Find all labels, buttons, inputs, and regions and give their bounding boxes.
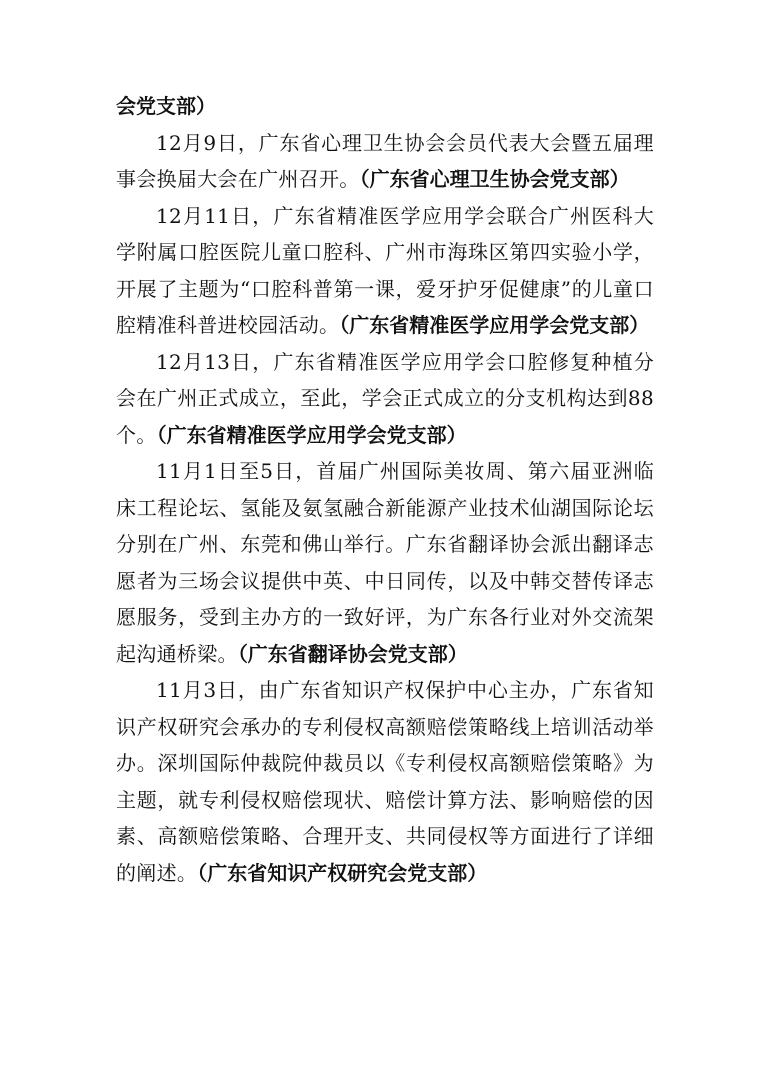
paragraph-translation-association [116, 453, 654, 672]
org-attribution: （广东省精准医学应用学会党支部） [156, 422, 467, 447]
paragraph-text: 12月13日，广东省精准医学应用学会口腔修复种植分会在广州正式成立，至此，学会正式成立的分支机构达到88个。 [116, 349, 654, 447]
paragraph-ip-research-association [116, 672, 654, 891]
document-body [116, 88, 654, 891]
paragraph-text: 11月3日，由广东省知识产权保护中心主办，广东省知识产权研究会承办的专利侵权高额赔偿策略线上培训活动举办。深圳国际仲裁院仲裁员以《专利侵权高额赔偿策略》为主题，就专利侵权赔偿现状、赔偿计算方法、影响赔偿的因素、高额赔偿策略、合理开支、共同侵权等方面进行了详细的阐述。 [116, 678, 654, 885]
org-attribution: 会党支部） [116, 94, 216, 118]
paragraph-precision-medicine-branch [116, 344, 654, 454]
org-attribution: （广东省翻译协会党支部） [237, 641, 468, 666]
paragraph-text: 12月9日，广东省心理卫生协会会员代表大会暨五届理事会换届大会在广州召开。 [116, 130, 654, 191]
paragraph-precision-medicine-school [116, 198, 654, 344]
paragraph-text: 11月1日至5日，首届广州国际美妆周、第六届亚洲临床工程论坛、氢能及氨氢融合新能源产业技术仙湖国际论坛分别在广州、东莞和佛山举行。广东省翻译协会派出翻译志愿者为三场会议提供中英、中日同传，以及中韩交替传译志愿服务，受到主办方的一致好评，为广东各行业对外交流架起沟通桥梁。 [116, 459, 654, 666]
paragraph-text: 12月11日，广东省精准医学应用学会联合广州医科大学附属口腔医院儿童口腔科、广州市海珠区第四实验小学，开展了主题为“口腔科普第一课，爱牙护牙促健康”的儿童口腔精准科普进校园活动。 [116, 203, 654, 337]
paragraph-psychology-association [116, 125, 654, 198]
org-attribution: （广东省精准医学应用学会党支部） [339, 313, 650, 337]
org-attribution: （广东省知识产权研究会党支部） [197, 860, 488, 885]
paragraph-continuation [116, 88, 654, 125]
org-attribution: （广东省心理卫生协会党支部） [359, 167, 630, 191]
